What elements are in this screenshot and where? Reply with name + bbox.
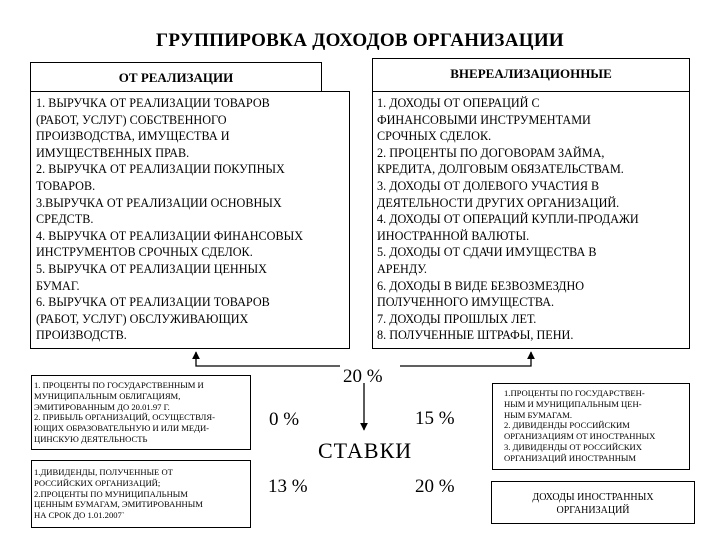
list-item: ИНСТРУМЕНТОВ СРОЧНЫХ СДЕЛОК. [36, 245, 253, 260]
left-panel-header: ОТ РЕАЛИЗАЦИИ [118, 70, 234, 85]
list-item: 8. ПОЛУЧЕННЫЕ ШТРАФЫ, ПЕНИ. [377, 328, 574, 343]
list-item: ЦИНСКУЮ ДЕЯТЕЛЬНОСТЬ [34, 433, 148, 444]
list-item: ФИНАНСОВЫМИ ИНСТРУМЕНТАМИ [377, 112, 591, 127]
list-item: 7. ДОХОДЫ ПРОШЛЫХ ЛЕТ. [377, 311, 537, 326]
list-item: НЫМ И МУНИЦИПАЛЬНЫМ ЦЕН- [504, 398, 642, 409]
list-item: ИНОСТРАННОЙ ВАЛЮТЫ. [377, 228, 530, 243]
list-item: 3. ДОХОДЫ ОТ ДОЛЕВОГО УЧАСТИЯ В [377, 178, 600, 193]
list-item: МУНИЦИПАЛЬНЫМ ОБЛИГАЦИЯМ, [34, 390, 181, 401]
list-item: НЫМ БУМАГАМ. [504, 409, 573, 420]
list-item: ЭМИТИРОВАННЫМ ДО 20.01.97 Г. [34, 401, 170, 412]
box-15-percent-list [504, 388, 655, 464]
list-item: 5. ДОХОДЫ ОТ СДАЧИ ИМУЩЕСТВА В [377, 245, 597, 260]
list-item: КРЕДИТА, ДОЛГОВЫМ ОБЯЗАТЕЛЬСТВАМ. [377, 162, 624, 177]
list-item: 4. ДОХОДЫ ОТ ОПЕРАЦИЙ КУПЛИ-ПРОДАЖИ [377, 212, 639, 227]
diagram-title: ГРУППИРОВКА ДОХОДОВ ОРГАНИЗАЦИИ [156, 30, 564, 51]
list-item: 1. ВЫРУЧКА ОТ РЕАЛИЗАЦИИ ТОВАРОВ [36, 96, 270, 110]
list-item: ДОХОДЫ ИНОСТРАННЫХ [532, 492, 654, 503]
list-item: НА СРОК ДО 1.01.2007` [34, 510, 125, 521]
list-item: ТОВАРОВ. [36, 178, 96, 193]
list-item: 6. ДОХОДЫ В ВИДЕ БЕЗВОЗМЕЗДНО [377, 278, 585, 293]
list-item: 4. ВЫРУЧКА ОТ РЕАЛИЗАЦИИ ФИНАНСОВЫХ [36, 228, 304, 243]
list-item: 2. ПРИБЫЛЬ ОРГАНИЗАЦИЙ, ОСУЩЕСТВЛЯ- [34, 412, 215, 423]
list-item: ДЕЯТЕЛЬНОСТИ ДРУГИХ ОРГАНИЗАЦИЙ. [377, 195, 620, 210]
list-item: ЦЕННЫМ БУМАГАМ, ЭМИТИРОВАННЫМ [34, 499, 203, 510]
arrow-to-left-panel [196, 352, 340, 366]
list-item: БУМАГ. [36, 278, 80, 293]
list-item: СРЕДСТВ. [36, 212, 94, 227]
list-item: АРЕНДУ. [377, 261, 427, 276]
arrow-to-right-panel [400, 352, 531, 366]
rate-15: 15 % [415, 408, 455, 429]
list-item: ИМУЩЕСТВЕННЫХ ПРАВ. [36, 145, 190, 160]
list-item: ЮЩИХ ОБРАЗОВАТЕЛЬНУЮ И ИЛИ МЕДИ- [34, 423, 210, 434]
list-item: ОРГАНИЗАЦИЙ [556, 505, 630, 516]
list-item: (РАБОТ, УСЛУГ) ОБСЛУЖИВАЮЩИХ [36, 311, 249, 326]
list-item: 3. ДИВИДЕНДЫ ОТ РОССИЙСКИХ [504, 441, 642, 452]
list-item: ПОЛУЧЕННОГО ИМУЩЕСТВА. [377, 295, 555, 310]
list-item: 2.ПРОЦЕНТЫ ПО МУНИЦИПАЛЬНЫМ [34, 488, 188, 499]
rate-20-bottom: 20 % [415, 476, 455, 497]
list-item: 1.ДИВИДЕНДЫ, ПОЛУЧЕННЫЕ ОТ [34, 467, 173, 477]
box-20-percent-list [491, 491, 695, 517]
list-item: 1. ДОХОДЫ ОТ ОПЕРАЦИЙ С [377, 96, 540, 110]
box-13-percent-list [34, 467, 203, 521]
list-item: 2. ВЫРУЧКА ОТ РЕАЛИЗАЦИИ ПОКУПНЫХ [36, 162, 285, 177]
right-panel-header: ВНЕРЕАЛИЗАЦИОННЫЕ [450, 66, 612, 81]
list-item: 2. ПРОЦЕНТЫ ПО ДОГОВОРАМ ЗАЙМА, [377, 145, 605, 160]
list-item: 3.ВЫРУЧКА ОТ РЕАЛИЗАЦИИ ОСНОВНЫХ [36, 195, 282, 210]
list-item: ПРОИЗВОДСТВ. [36, 328, 127, 343]
list-item: ОРГАНИЗАЦИЙ ИНОСТРАННЫМ [504, 452, 637, 463]
list-item: 5. ВЫРУЧКА ОТ РЕАЛИЗАЦИИ ЦЕННЫХ [36, 261, 267, 276]
list-item: РОССИЙСКИХ ОРГАНИЗАЦИЙ; [34, 477, 161, 488]
rate-20-top: 20 % [343, 366, 383, 387]
list-item: ОРГАНИЗАЦИЯМ ОТ ИНОСТРАННЫХ [504, 431, 656, 442]
list-item: 1.ПРОЦЕНТЫ ПО ГОСУДАРСТВЕН- [504, 388, 645, 398]
box-0-percent-list [34, 380, 215, 445]
list-item: СРОЧНЫХ СДЕЛОК. [377, 129, 492, 144]
rate-13: 13 % [268, 476, 308, 497]
stavki-label: СТАВКИ [318, 438, 413, 463]
list-item: 6. ВЫРУЧКА ОТ РЕАЛИЗАЦИИ ТОВАРОВ [36, 295, 270, 310]
list-item: (РАБОТ, УСЛУГ) СОБСТВЕННОГО [36, 112, 227, 127]
list-item: 1. ПРОЦЕНТЫ ПО ГОСУДАРСТВЕННЫМ И [34, 380, 204, 390]
list-item: ПРОИЗВОДСТВА, ИМУЩЕСТВА И [36, 129, 230, 144]
list-item: 2. ДИВИДЕНДЫ РОССИЙСКИМ [504, 420, 630, 431]
rate-0: 0 % [269, 409, 300, 430]
